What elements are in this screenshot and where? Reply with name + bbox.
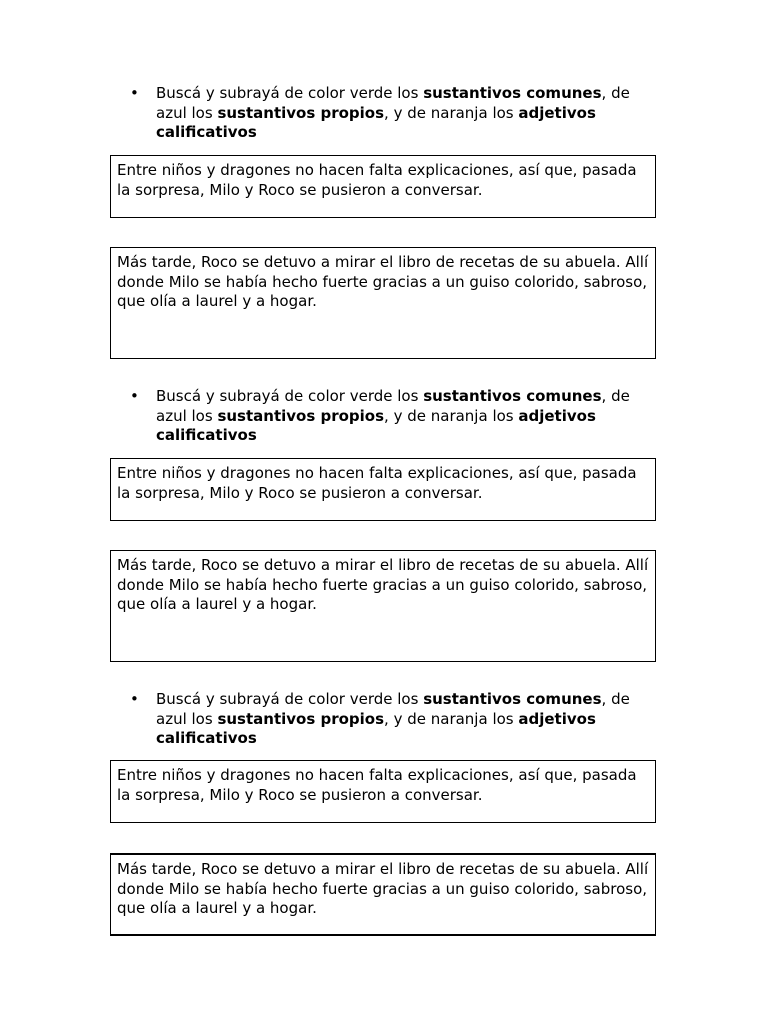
text-box xyxy=(110,155,656,218)
instruction-bold: adjetivos calificativos xyxy=(156,709,596,747)
bullet-icon: • xyxy=(130,387,139,405)
instruction-3 xyxy=(130,690,656,749)
instruction-text: , de azul los xyxy=(156,84,630,122)
box-text: Entre niños y dragones no hacen falta explicaciones, así que, pasada la sorpresa, Milo y Roco se pusieron a conversar. xyxy=(117,464,637,502)
instruction-2 xyxy=(130,387,656,446)
box-text: Entre niños y dragones no hacen falta explicaciones, así que, pasada la sorpresa, Milo y Roco se pusieron a conversar. xyxy=(117,766,637,804)
text-box xyxy=(110,760,656,823)
instruction-text: , de azul los xyxy=(156,387,630,425)
instruction-bold: sustantivos propios xyxy=(217,406,385,425)
instruction-1 xyxy=(130,84,656,143)
instruction-bold: sustantivos comunes xyxy=(423,690,602,708)
instruction-bold: sustantivos propios xyxy=(217,709,385,728)
instruction-text: Buscá y subrayá de color verde los xyxy=(156,84,424,102)
text-box xyxy=(110,550,656,662)
text-box xyxy=(110,458,656,521)
instruction-text: , y de naranja los xyxy=(384,103,519,122)
instruction-bold: sustantivos propios xyxy=(217,103,385,122)
instruction-bold: adjetivos calificativos xyxy=(156,103,596,141)
instruction-text: Buscá y subrayá de color verde los xyxy=(156,387,424,405)
instruction-bold: sustantivos comunes xyxy=(423,84,602,102)
text-box xyxy=(110,853,656,936)
box-text: Más tarde, Roco se detuvo a mirar el libro de recetas de su abuela. Allí donde Milo se había hecho fuerte gracias a un guiso colorido, sabroso, que olía a laurel y a hogar. xyxy=(117,556,649,613)
text-box xyxy=(110,247,656,359)
instruction-text: , y de naranja los xyxy=(384,406,519,425)
bullet-icon: • xyxy=(130,84,139,102)
box-text: Entre niños y dragones no hacen falta explicaciones, así que, pasada la sorpresa, Milo y Roco se pusieron a conversar. xyxy=(117,161,637,199)
instruction-text: Buscá y subrayá de color verde los xyxy=(156,690,424,708)
instruction-text: , y de naranja los xyxy=(384,709,519,728)
instruction-text: , de azul los xyxy=(156,690,630,728)
box-text: Más tarde, Roco se detuvo a mirar el libro de recetas de su abuela. Allí donde Milo se había hecho fuerte gracias a un guiso colorido, sabroso, que olía a laurel y a hogar. xyxy=(117,253,649,310)
instruction-bold: sustantivos comunes xyxy=(423,387,602,405)
instruction-bold: adjetivos calificativos xyxy=(156,406,596,444)
box-text: Más tarde, Roco se detuvo a mirar el libro de recetas de su abuela. Allí donde Milo se había hecho fuerte gracias a un guiso colorido, sabroso, que olía a laurel y a hogar. xyxy=(117,860,649,917)
bullet-icon: • xyxy=(130,690,139,708)
